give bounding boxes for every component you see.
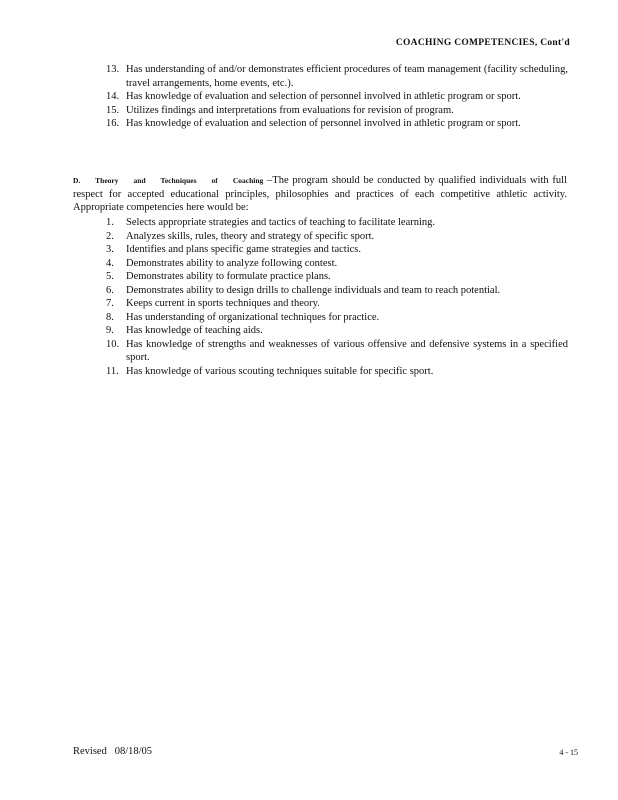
list-item	[106, 104, 568, 118]
list-item	[106, 365, 568, 379]
item-number: 15.	[106, 104, 120, 116]
item-text: Has knowledge of strengths and weaknesses of various offensive and defensive systems in a specified sport.	[126, 338, 568, 363]
revision-date: Revised 08/18/05	[73, 746, 153, 757]
list-item	[106, 324, 568, 338]
item-text: Has knowledge of evaluation and selection of personnel involved in athletic program or sport.	[126, 118, 521, 129]
list-item	[106, 117, 568, 131]
item-text: Has knowledge of various scouting techniques suitable for specific sport.	[126, 365, 434, 377]
item-number: 8.	[106, 311, 114, 323]
section-d-heading: D. Theory and Techniques of Coaching	[73, 176, 264, 185]
item-text: Identifies and plans specific game strategies and tactics.	[126, 244, 361, 255]
item-number: 2.	[106, 230, 114, 242]
item-number: 14.	[106, 91, 120, 102]
item-number: 6.	[106, 284, 114, 296]
list-item	[106, 230, 568, 244]
running-header: COACHING COMPETENCIES, Cont'd	[395, 38, 570, 48]
item-number: 13.	[106, 64, 120, 75]
item-number: 3.	[106, 244, 114, 255]
competency-list-continued	[106, 63, 568, 131]
section-d-intro: –The program should be conducted by qualified individuals with full respect for accepted educational principles, philosophies and practices of each competitive athletic activity. Appropriate competencies here would be:	[73, 175, 567, 213]
list-item	[106, 311, 568, 325]
item-text: Demonstrates ability to formulate practice plans.	[126, 271, 331, 282]
list-item	[106, 216, 568, 230]
item-number: 1.	[106, 217, 114, 228]
list-item	[106, 284, 568, 298]
list-item	[106, 338, 568, 365]
list-item	[106, 270, 568, 284]
item-number: 4.	[106, 257, 114, 269]
item-text: Selects appropriate strategies and tactics of teaching to facilitate learning.	[126, 217, 436, 228]
item-text: Has knowledge of teaching aids.	[126, 325, 263, 336]
item-text: Has understanding of and/or demonstrates efficient procedures of team management (facility scheduling, travel arrangements, home events, etc.).	[126, 64, 568, 89]
item-text: Demonstrates ability to design drills to challenge individuals and team to reach potential.	[126, 284, 501, 296]
item-number: 11.	[106, 365, 119, 377]
item-text: Analyzes skills, rules, theory and strategy of specific sport.	[126, 230, 375, 242]
item-number: 16.	[106, 118, 120, 129]
item-number: 10.	[106, 338, 120, 350]
item-number: 5.	[106, 271, 114, 282]
list-item	[106, 63, 568, 90]
item-text: Keeps current in sports techniques and theory.	[126, 298, 320, 309]
list-item	[106, 297, 568, 311]
item-text: Has knowledge of evaluation and selection of personnel involved in athletic program or sport.	[126, 91, 521, 102]
page-number: 4 - 15	[559, 748, 578, 757]
item-number: 7.	[106, 298, 114, 309]
item-text: Has understanding of organizational techniques for practice.	[126, 311, 380, 323]
list-item	[106, 243, 568, 257]
item-number: 9.	[106, 325, 114, 336]
list-item	[106, 90, 568, 104]
item-text: Utilizes findings and interpretations from evaluations for revision of program.	[126, 104, 454, 116]
list-item	[106, 257, 568, 271]
item-text: Demonstrates ability to analyze following contest.	[126, 257, 338, 269]
coaching-competency-list	[106, 216, 568, 378]
section-d-paragraph	[73, 174, 567, 215]
